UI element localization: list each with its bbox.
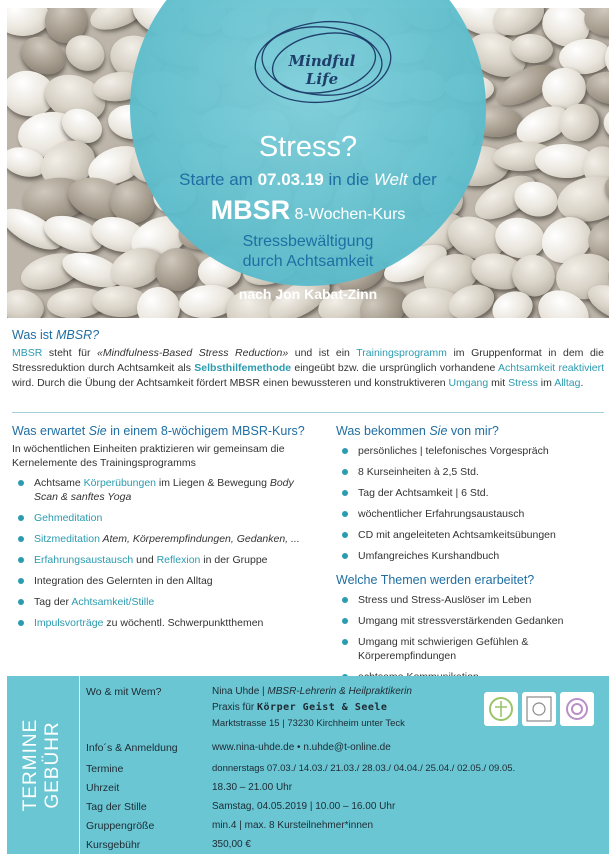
- list-item: [12, 532, 317, 546]
- info-value[interactable]: www.nina-uhde.de • n.uhde@t-online.de: [212, 742, 391, 753]
- logo-line-2: Life: [305, 70, 339, 88]
- address-value: Marktstrasse 15 | 73230 Kirchheim unter Teck: [212, 718, 405, 729]
- title-text: Was ist: [12, 328, 56, 342]
- expect-intro: In wöchentlichen Einheiten praktizieren wir gemeinsam die Kernelemente des Trainingsprogramms: [12, 443, 285, 469]
- info-label: Info´s & Anmeldung: [86, 742, 178, 754]
- badge-spiral-icon: [560, 692, 594, 726]
- title-text: von mir?: [447, 424, 499, 438]
- text: eingeübt bzw. die ursprünglich vorhandene: [291, 362, 499, 374]
- text: Atem, Körperempfindungen, Gedanken, ...: [99, 533, 300, 545]
- hero-title: Stress?: [258, 131, 358, 163]
- list-item: Tag der Achtsamkeit | 6 Std.: [336, 486, 606, 500]
- term: Reflexion: [156, 554, 201, 566]
- topics-title: Welche Themen werden erarbeitet?: [336, 573, 535, 587]
- uhrzeit-label: Uhrzeit: [86, 782, 120, 794]
- offer-section: [336, 424, 606, 691]
- side-label-gebuehr: GEBÜHR: [42, 721, 63, 809]
- side-label: [20, 719, 64, 812]
- term: Impulsvorträge: [34, 617, 104, 629]
- side-label-termine: TERMINE: [20, 718, 41, 812]
- termine-value: donnerstags 07.03./ 14.03./ 21.03./ 28.03./ 04.04./ 25.04./ 02.05./ 09.05.: [212, 763, 516, 774]
- text: Tag der: [34, 596, 72, 608]
- list-item: [12, 595, 317, 609]
- list-item: Umgang mit stressverstärkenden Gedanken: [336, 614, 606, 628]
- text: zu wöchentl. Schwerpunktthemen: [103, 617, 264, 629]
- hero-start-line: [140, 170, 476, 190]
- list-item: wöchentlicher Erfahrungsaustausch: [336, 507, 606, 521]
- mbsr-label: MBSR: [210, 195, 291, 225]
- termine-label: Termine: [86, 763, 124, 775]
- text: .: [580, 377, 584, 389]
- expect-section: [12, 424, 317, 637]
- title-text: in einem 8-wöchigem MBSR-Kurs?: [106, 424, 305, 438]
- term-mindfulness: «Mindfulness-Based Stress Reduction»: [97, 347, 289, 359]
- text: wird. Durch die Übung der Achtsamkeit fördert MBSR einen bewussteren und konstruktiveren: [12, 377, 449, 389]
- badge-certification-icon: [522, 692, 556, 726]
- term-achtsamkeit: Achtsamkeit reaktiviert: [498, 362, 604, 374]
- term-selbsthilfe: Selbsthilfemethode: [194, 362, 292, 374]
- start-date: 07.03.19: [257, 170, 324, 189]
- logo-text: [262, 52, 382, 88]
- term-stress: Stress: [508, 377, 538, 389]
- pebble: [584, 69, 609, 108]
- course-length: 8-Wochen-Kurs: [290, 206, 406, 223]
- text: mit: [488, 377, 509, 389]
- list-item: CD mit angeleiteten Achtsamkeitsübungen: [336, 528, 606, 542]
- what-is-title: [12, 328, 604, 342]
- list-item: Stress und Stress-Auslöser im Leben: [336, 593, 606, 607]
- list-item: [12, 476, 317, 504]
- logo-line-1: Mindful: [288, 52, 356, 70]
- text: Achtsame: [34, 477, 84, 489]
- term-umgang: Umgang: [448, 377, 489, 389]
- start-welt: Welt: [373, 170, 408, 189]
- start-post: der: [407, 170, 437, 189]
- text: im: [537, 377, 555, 389]
- praxis-prefix: Praxis für: [212, 702, 258, 713]
- list-item: [12, 616, 317, 630]
- title-emphasis: Sie: [88, 424, 107, 438]
- text: und: [133, 554, 157, 566]
- what-is-text: [12, 346, 604, 391]
- start-mid: in die: [323, 170, 374, 189]
- text: Integration des Gelernten in den Alltag: [34, 575, 213, 587]
- praxis-name: Körper Geist & Seele: [257, 702, 388, 713]
- title-emphasis: Sie: [429, 424, 448, 438]
- hero-author: nach Jon Kabat-Zinn: [238, 286, 378, 302]
- term-mbsr: MBSR: [12, 347, 43, 359]
- gruppe-label: Gruppengröße: [86, 820, 155, 832]
- text: steht für: [42, 347, 98, 359]
- list-item: [12, 511, 317, 525]
- list-item: [12, 574, 317, 588]
- offer-title: [336, 424, 606, 438]
- section-divider: [12, 412, 604, 413]
- expect-list: [12, 476, 317, 630]
- list-item: persönliches | telefonisches Vorgespräch: [336, 444, 606, 458]
- hero-course-title: [140, 195, 476, 226]
- term: Körperübungen: [83, 477, 157, 489]
- topics-list: [336, 593, 606, 684]
- term-alltag: Alltag: [554, 377, 581, 389]
- uhrzeit-value: 18.30 – 21.00 Uhr: [212, 782, 293, 793]
- subtitle-line-1: Stressbewältigung: [242, 233, 374, 250]
- text: Body Scan & sanftes Yoga: [34, 477, 294, 503]
- pebble: [599, 103, 609, 150]
- text: im Gruppenformat in dem die Stressreduktion durch Achtsamkeit als: [12, 347, 604, 374]
- gebuehr-label: Kursgebühr: [86, 839, 141, 851]
- expect-title: [12, 424, 317, 438]
- term: Erfahrungsaustausch: [34, 554, 134, 566]
- praxis-value: [212, 702, 387, 713]
- list-item: [12, 553, 317, 567]
- hero-subtitle: [140, 232, 476, 272]
- panel-divider: [79, 676, 80, 854]
- logo-badges: [484, 692, 596, 728]
- text: im Liegen & Bewegung: [156, 477, 270, 489]
- who-label: Wo & mit Wem?: [86, 686, 162, 698]
- subtitle-line-2: durch Achtsamkeit: [242, 253, 374, 270]
- gebuehr-value: 350,00 €: [212, 839, 251, 850]
- stille-label: Tag der Stille: [86, 801, 147, 813]
- offer-list: [336, 444, 606, 563]
- text: in der Gruppe: [200, 554, 268, 566]
- stille-value: Samstag, 04.05.2019 | 10.00 – 16.00 Uhr: [212, 801, 396, 812]
- teacher-role: MBSR-Lehrerin & Heilpraktikerin: [267, 686, 412, 697]
- start-pre: Starte am: [179, 170, 258, 189]
- list-item: 8 Kurseinheiten à 2,5 Std.: [336, 465, 606, 479]
- list-item: Umgang mit schwierigen Gefühlen & Körperempfindungen: [336, 635, 606, 663]
- term: Sitzmeditation: [34, 533, 100, 545]
- gruppe-value: min.4 | max. 8 Kursteilnehmer*innen: [212, 820, 374, 831]
- who-value: [212, 686, 412, 697]
- what-is-section: [12, 328, 604, 391]
- list-item: Umfangreiches Kurshandbuch: [336, 549, 606, 563]
- badge-yoga-icon: [484, 692, 518, 726]
- teacher-name: Nina Uhde |: [212, 686, 268, 697]
- text: und ist ein: [288, 347, 357, 359]
- title-text: Was bekommen: [336, 424, 430, 438]
- title-text: Was erwartet: [12, 424, 89, 438]
- term: Achtsamkeit/Stille: [71, 596, 155, 608]
- term: Gehmeditation: [34, 512, 103, 524]
- pebble: [7, 8, 50, 36]
- term-training: Trainingsprogramm: [356, 347, 447, 359]
- title-emphasis: MBSR?: [55, 328, 100, 342]
